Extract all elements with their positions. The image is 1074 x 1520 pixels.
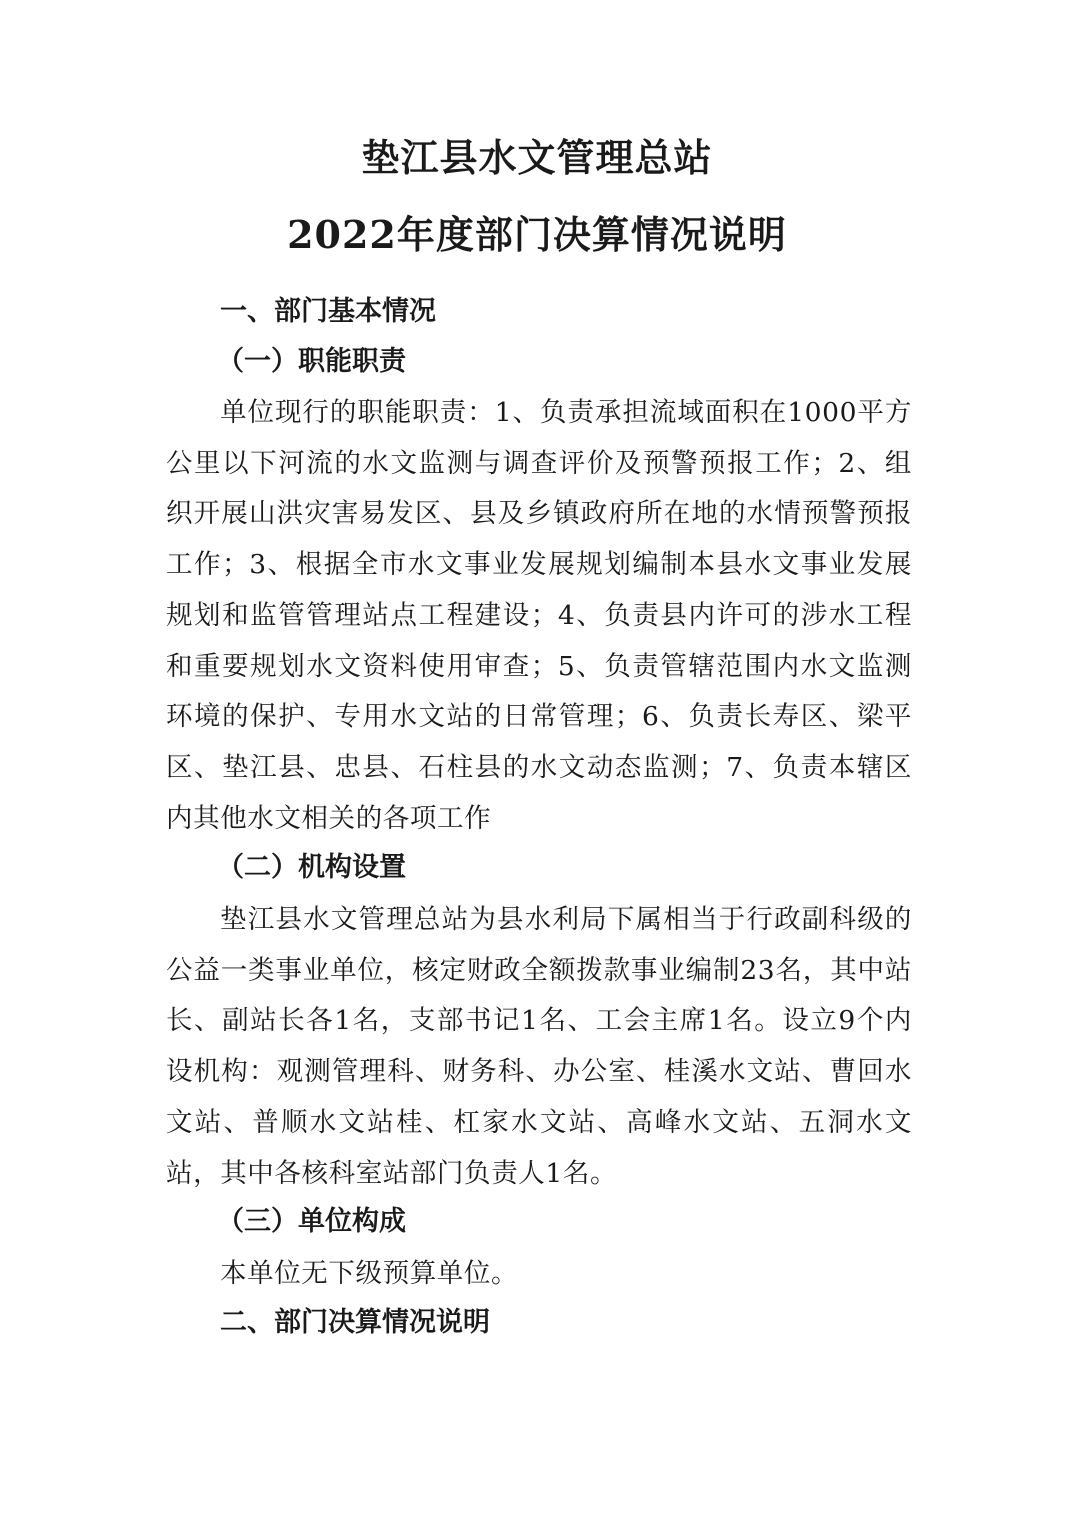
functions-paragraph: 单位现行的职能职责：1、负责承担流域面积在1000平方公里以下河流的水文监测与调查评价及预警预报工作；2、组织开展山洪灾害易发区、县及乡镇政府所在地的水情预警预报工作；3、根据全市水文事业发展规划编制本县水文事业发展规划和监管管理站点工程建设；4、负责县内许可的涉水工程和重要规划水文资料使用审查；5、负责管辖范围内水文监测环境的保护、专用水文站的日常管理；6、负责长寿区、梁平区、垫江县、忠县、石柱县的水文动态监测；7、负责本辖区内其他水文相关的各项工作 — [166, 397, 912, 834]
unit-composition-paragraph: 本单位无下级预算单位。 — [220, 1258, 519, 1289]
organization-paragraph: 垫江县水文管理总站为县水利局下属相当于行政副科级的公益一类事业单位，核定财政全额拨款事业编制23名，其中站长、副站长各1名，支部书记1名、工会主席1名。设立9个内设机构：观测管理科、财务科、办公室、桂溪水文站、曹回水文站、普顺水文站桂、杠家水文站、高峰水文站、五洞水文站，其中各核科室站部门负责人1名。 — [166, 904, 912, 1189]
document-title: 垫江县水文管理总站 — [361, 135, 713, 180]
section-heading-basic-info: 一、部门基本情况 — [220, 296, 436, 327]
subsection-heading-unit-composition: （三）单位构成 — [217, 1206, 406, 1237]
subsection-heading-organization: （二）机构设置 — [217, 852, 406, 883]
document-subtitle: 2022年度部门决算情况说明 — [287, 212, 787, 257]
subsection-heading-functions: （一）职能职责 — [217, 346, 406, 377]
section-heading-final-accounts: 二、部门决算情况说明 — [220, 1307, 490, 1338]
